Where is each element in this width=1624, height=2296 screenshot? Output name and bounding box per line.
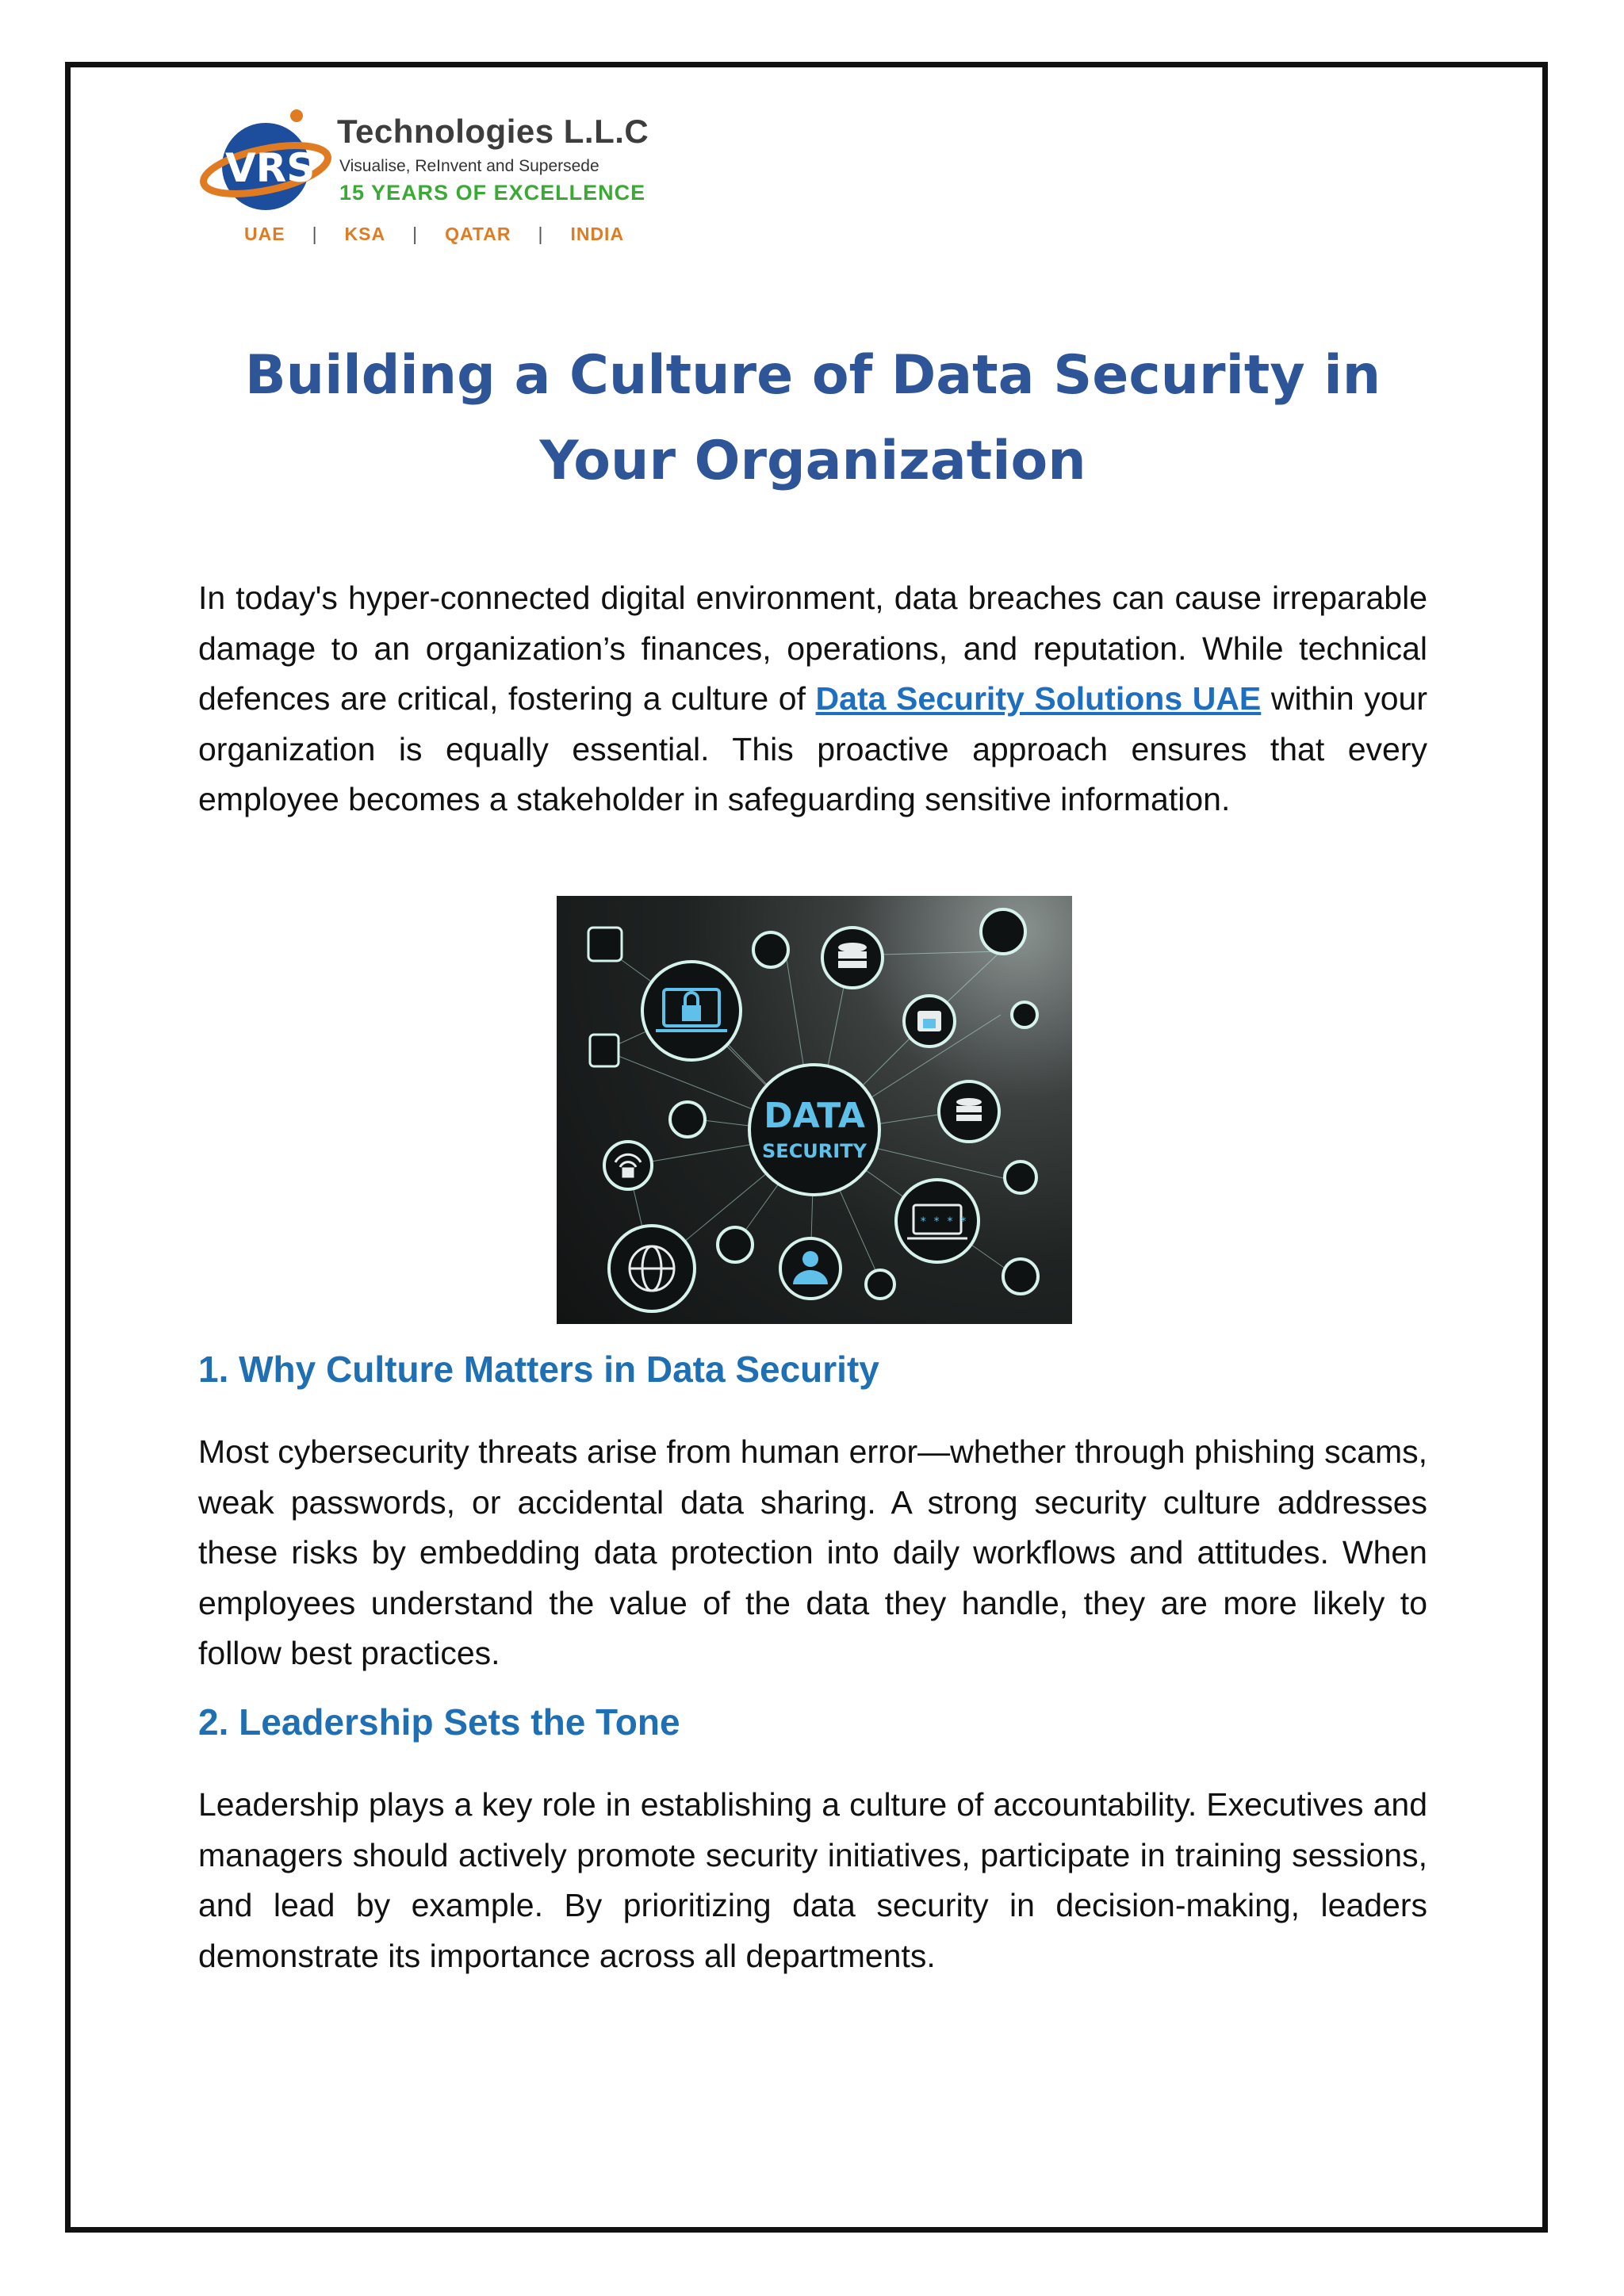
logo-mark-text: VRS <box>225 145 316 191</box>
hero-text-security: SECURITY <box>762 1140 867 1162</box>
database-icon <box>838 943 867 968</box>
section-1-body: Most cybersecurity threats arise from human error—whether through phishing scams, weak passwords, or accidental data sharing. A strong security culture addresses these risks by embedding data protection into daily workflows and attitudes. When employees understand the value of the data they handle, they are more likely to follow best practices. <box>198 1433 1427 1671</box>
vrs-logo-icon <box>198 105 333 220</box>
section-2-heading: 2. Leadership Sets the Tone <box>198 1701 680 1743</box>
logo-company-name: Technologies L.L.C <box>337 113 649 150</box>
data-security-illustration <box>557 896 1072 1324</box>
page-title: Building a Culture of Data Security in Your Organization <box>244 344 1381 492</box>
logo-years: 15 YEARS OF EXCELLENCE <box>339 181 646 205</box>
network-diagram <box>557 896 1072 1324</box>
database-refresh-icon <box>956 1098 982 1121</box>
intro-paragraph <box>198 573 1427 825</box>
region-ksa: KSA <box>344 224 386 244</box>
folder-lock-icon <box>917 1011 941 1031</box>
hero-text-data: DATA <box>764 1096 865 1136</box>
logo-tagline: Visualise, ReInvent and Supersede <box>339 157 599 175</box>
section-1-heading: 1. Why Culture Matters in Data Security <box>198 1349 879 1390</box>
intro-text-after: within your organization is equally essential. This proactive approach ensures that every employee becomes a stakeholder in safeguarding sensitive information. <box>198 680 1427 817</box>
region-qatar: QATAR <box>445 224 511 244</box>
data-security-solutions-link[interactable]: Data Security Solutions UAE <box>815 680 1262 717</box>
logo-regions: UAE | KSA | QATAR | INDIA <box>244 224 625 244</box>
intro-text-before: In today's hyper-connected digital environment, data breaches can cause irreparable damage to an organization’s finances, operations, and reputation. While technical defences are critical, fostering a culture of <box>198 580 1427 717</box>
region-india: INDIA <box>570 224 625 244</box>
svg-text:* * * *: * * * * <box>920 1215 967 1228</box>
region-uae: UAE <box>244 224 285 244</box>
company-logo <box>198 105 674 247</box>
section-2-body: Leadership plays a key role in establishing a culture of accountability. Executives and managers should actively promote security initiatives, participate in training sessions, and lead by example. By prioritizing data security in decision-making, leaders demonstrate its importance across all departments. <box>198 1786 1427 1974</box>
